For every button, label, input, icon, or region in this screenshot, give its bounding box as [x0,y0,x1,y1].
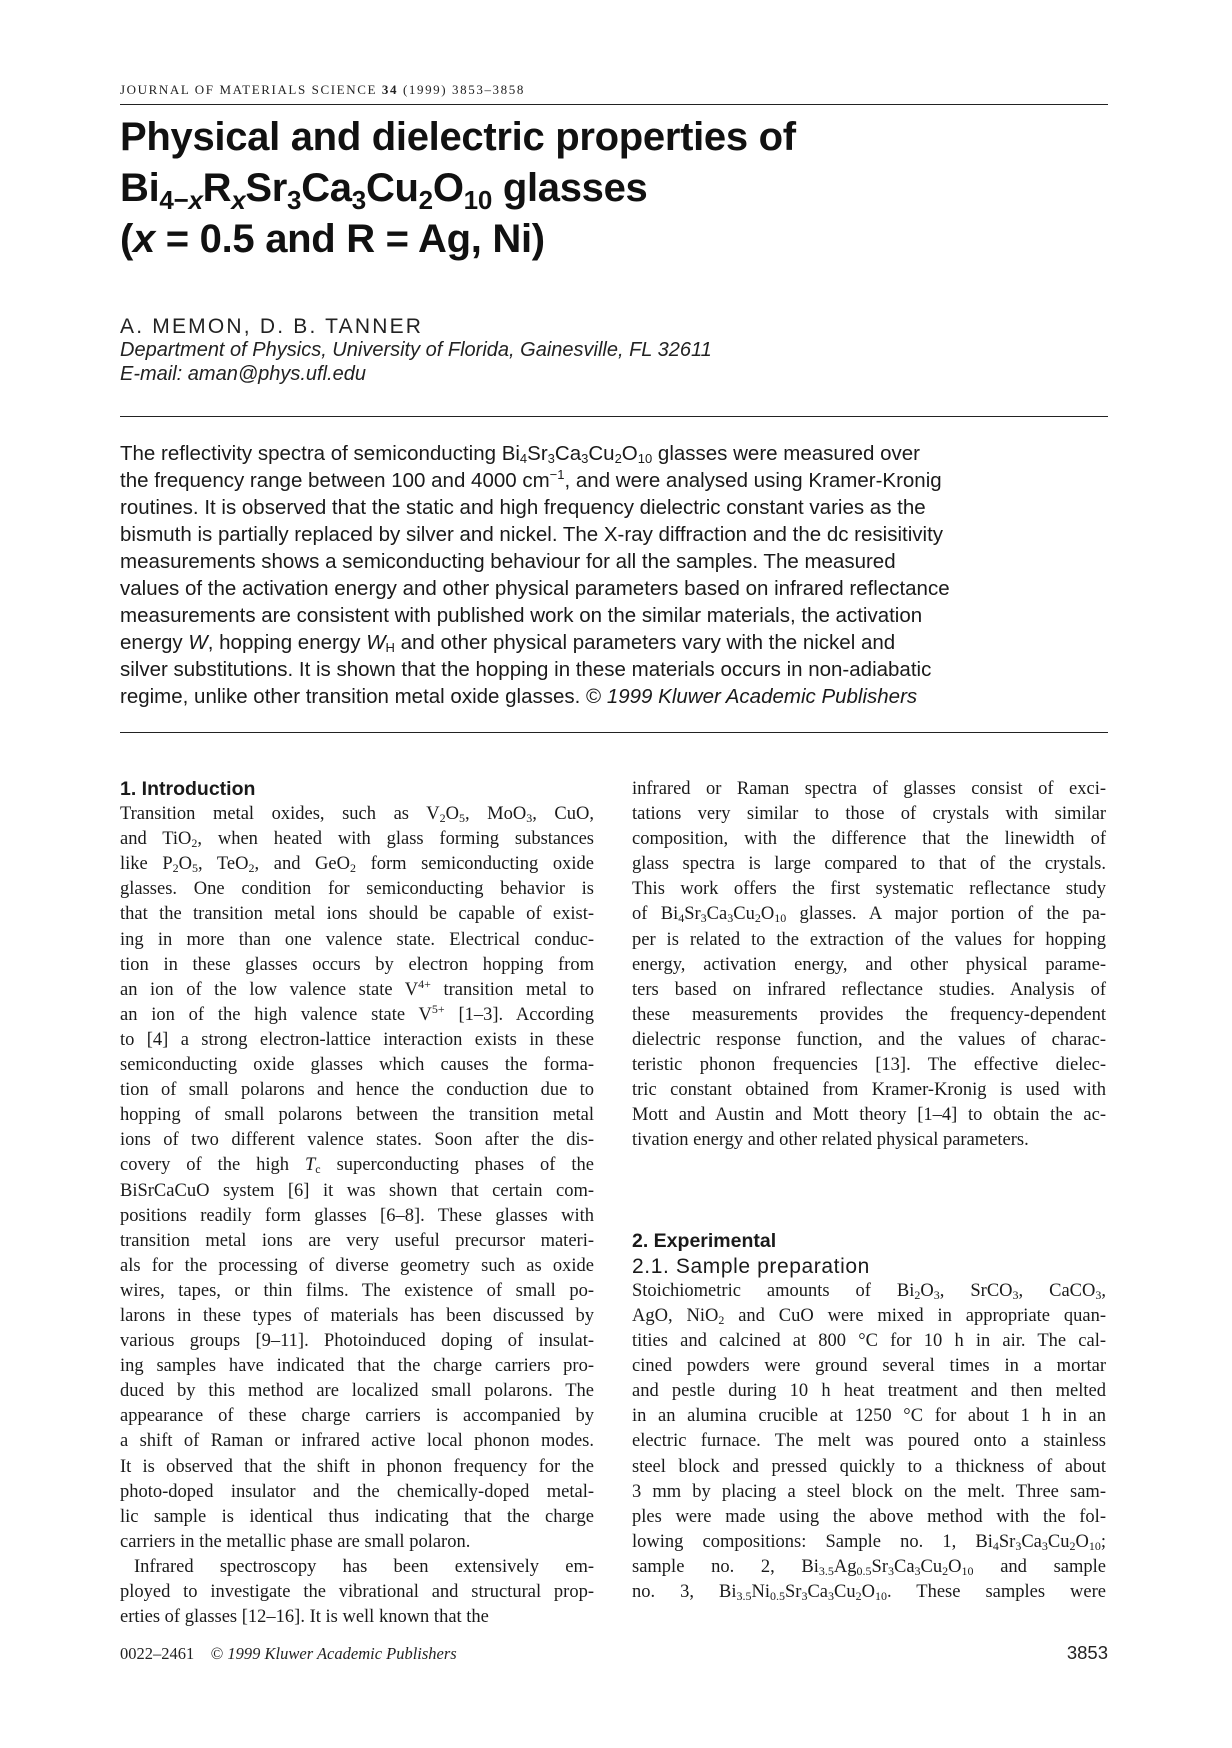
text-line: appearance of these charge carriers is accompanied by [120,1406,594,1427]
text-line: larons in these types of materials has been discussed by [120,1305,594,1326]
text-line: lic sample is identical thus indicating that the charge [120,1506,594,1527]
text-line: an ion of the high valence state $V^{5+}$ [1–3]. According [120,1001,594,1025]
text-line: glass spectra is large compared to that of the crystals. [632,854,1106,875]
text-line: Infrared spectroscopy has been extensively em- [134,1556,594,1577]
text-line: tations very similar to those of crystals with similar [632,804,1106,825]
text-line: carriers in the metallic phase are small polaron. [120,1531,471,1552]
text-line: Transition metal oxides, such as $V_2O_5$, MoO$_3$, CuO, [120,804,595,826]
text-line: ples were made using the above method with the fol- [632,1506,1106,1527]
running-head [120,82,1108,105]
text-line: sample no. 2, $Bi_{3.5}Ag_{0.5}Sr_3Ca_3Cu_2O_{10}$ and sample [632,1556,1106,1578]
text-line: that the transition metal ions should be capable of exist- [120,904,594,925]
page-number: 3853 [1066,1642,1108,1663]
footer-issn: 0022–2461 [120,1644,195,1663]
journal-volume: 34 [381,82,399,97]
text-line: steel block and pressed quickly to a thickness of about [632,1456,1106,1477]
text-line: energy, activation energy, and other physical parame- [632,954,1106,975]
text-line: various groups [9–11]. Photoinduced doping of insulat- [120,1331,594,1352]
text-line: It is observed that the shift in phonon frequency for the [120,1456,594,1477]
affiliation: Department of Physics, University of Florida, Gainesville, FL 32611 [120,339,712,361]
text-line: AgO, NiO$_2$ and CuO were mixed in appropriate quan- [632,1305,1106,1327]
text-line: to [4] a strong electron-lattice interaction exists in these [120,1029,594,1050]
section-heading-introduction: 1. Introduction [120,778,256,800]
footer-copyright [120,1644,457,1664]
text-line: in an alumina crucible at 1250 °C for about 1 h in an [632,1406,1106,1427]
text-line: these measurements provides the frequency-dependent [632,1004,1106,1025]
text-line: and pestle during 10 h heat treatment and then melted [632,1381,1106,1402]
title-line-3: (x = 0.5 and R = Ag, Ni) [120,217,545,261]
text-line: duced by this method are localized small polarons. The [120,1381,594,1402]
text-line: This work offers the first systematic reflectance study [632,879,1106,900]
text-line: no. 3, $Bi_{3.5}Ni_{0.5}Sr_3Ca_3Cu_2O_{10}$. These samples were [632,1582,1107,1603]
text-line: like $P_2O_5$, TeO$_2$, and GeO$_2$ form semiconducting oxide [120,854,594,876]
text-line: composition, with the difference that the linewidth of [632,829,1106,850]
abstract-bottom-rule [120,732,1108,733]
footer-publisher: 1999 Kluwer Academic Publishers [227,1644,457,1663]
text-line: wires, tapes, or thin films. The existence of small po- [120,1280,594,1301]
journal-year-pages: (1999) 3853–3858 [402,82,525,97]
text-line: per is related to the extraction of the values for hopping [632,929,1106,950]
text-line: cined powders were ground several times in a mortar [632,1356,1106,1377]
copyright-icon: © [586,685,602,708]
author-email: E-mail: aman@phys.ufl.edu [120,363,366,385]
text-line: tivation energy and other related physical parameters. [632,1130,1029,1151]
text-line: semiconducting oxide glasses which causes the forma- [120,1055,594,1076]
text-line: tion of small polarons and hence the conduction due to [120,1080,594,1101]
left-column [120,777,594,1630]
text-line: BiSrCaCuO system [6] it was shown that certain com- [120,1180,594,1201]
text-line: ing samples have indicated that the charge carriers pro- [120,1356,594,1377]
text-line: tion in these glasses occurs by electron hopping from [120,954,594,975]
text-line: infrared or Raman spectra of glasses consist of exci- [632,779,1106,799]
copyright-icon: © [210,1644,224,1663]
text-line: lowing compositions: Sample no. 1, $Bi_4Sr_3Ca_3Cu_2O_{10}$; [632,1531,1106,1553]
text-line: teristic phonon frequencies [13]. The effective dielec- [632,1055,1106,1076]
text-line: photo-doped insulator and the chemically-doped metal- [120,1481,594,1502]
journal-name: JOURNAL OF MATERIALS SCIENCE [120,82,378,97]
text-line: ters based on infrared reflectance studies. Analysis of [632,979,1106,1000]
column-gap [632,1179,1106,1204]
abstract: The reflectivity spectra of semiconducting $Bi_4Sr_3Ca_3Cu_2O_{10}$ glasses were measured over the frequency range between 100 and 4000 $cm^{-1}$, and were analysed using Kramer-Kronig routines. It is observed that the static and high frequency dielectric constant varies as the bismuth is partially replaced by silver and nickel. The X-ray diffraction and the dc resisitivity measurements shows a semiconducting behaviour for all the samples. The measured values of the activation energy and other physical parameters based on infrared reflectance measurements are consistent with published work on the similar materials, the activation energy W, hopping energy $W_H$ and other physical parameters vary with the nickel and silver substitutions. It is shown that the hopping in these materials occurs in non-adiabatic regime, unlike other transition metal oxide glasses. © 1999 Kluwer Academic Publishers [120,442,950,708]
text-line: tric constant obtained from Kramer-Kronig is used with [632,1080,1106,1101]
column-gap [632,1153,1106,1178]
text-line: and TiO$_2$, when heated with glass forming substances [120,829,594,851]
abstract-top-rule [120,416,1108,417]
text-line: ions of two different valence states. Soon after the dis- [120,1130,594,1151]
text-line: dielectric response function, and the values of charac- [632,1029,1106,1050]
authors: A. MEMON, D. B. TANNER [120,315,424,338]
text-line: Mott and Austin and Mott theory [1–4] to obtain the ac- [632,1105,1106,1126]
text-line: of $Bi_4Sr_3Ca_3Cu_2O_{10}$ glasses. A major portion of the pa- [632,904,1106,926]
article-title [120,112,1108,265]
text-line: an ion of the low valence state $V^{4+}$ transition metal to [120,976,594,1000]
text-line: 3 mm by placing a steel block on the melt. Three sam- [632,1481,1106,1502]
title-line-2: $Bi_{4-x}R_xSr_3Ca_3Cu_2O_{10}$ glasses [120,166,648,215]
subsection-heading-sample-preparation: 2.1. Sample preparation [632,1254,870,1278]
text-line: tities and calcined at 800 °C for 10 h in air. The cal- [632,1331,1106,1352]
text-line: a shift of Raman or infrared active local phonon modes. [120,1431,594,1452]
text-line: erties of glasses [12–16]. It is well known that the [120,1607,489,1628]
section-heading-experimental: 2. Experimental [632,1229,777,1252]
right-column [632,777,1106,1605]
text-line: covery of the high $T_c$ superconducting phases of the [120,1155,594,1177]
text-line: glasses. One condition for semiconducting behavior is [120,879,594,900]
text-line: ing in more than one valence state. Electrical conduc- [120,929,594,950]
text-line: ployed to investigate the vibrational and structural prop- [120,1582,594,1602]
text-line: hopping of small polarons between the transition metal [120,1105,594,1126]
text-line: positions readily form glasses [6–8]. These glasses with [120,1205,594,1226]
text-line: electric furnace. The melt was poured onto a stainless [632,1431,1106,1452]
text-line: Stoichiometric amounts of $Bi_2O_3$, SrCO$_3$, CaCO$_3$, [632,1280,1106,1302]
text-line: transition metal ions are very useful precursor materi- [120,1230,594,1251]
column-gap [632,1204,1106,1229]
text-line: als for the processing of diverse geometry such as oxide [120,1255,594,1276]
title-line-1: Physical and dielectric properties of [120,115,796,159]
